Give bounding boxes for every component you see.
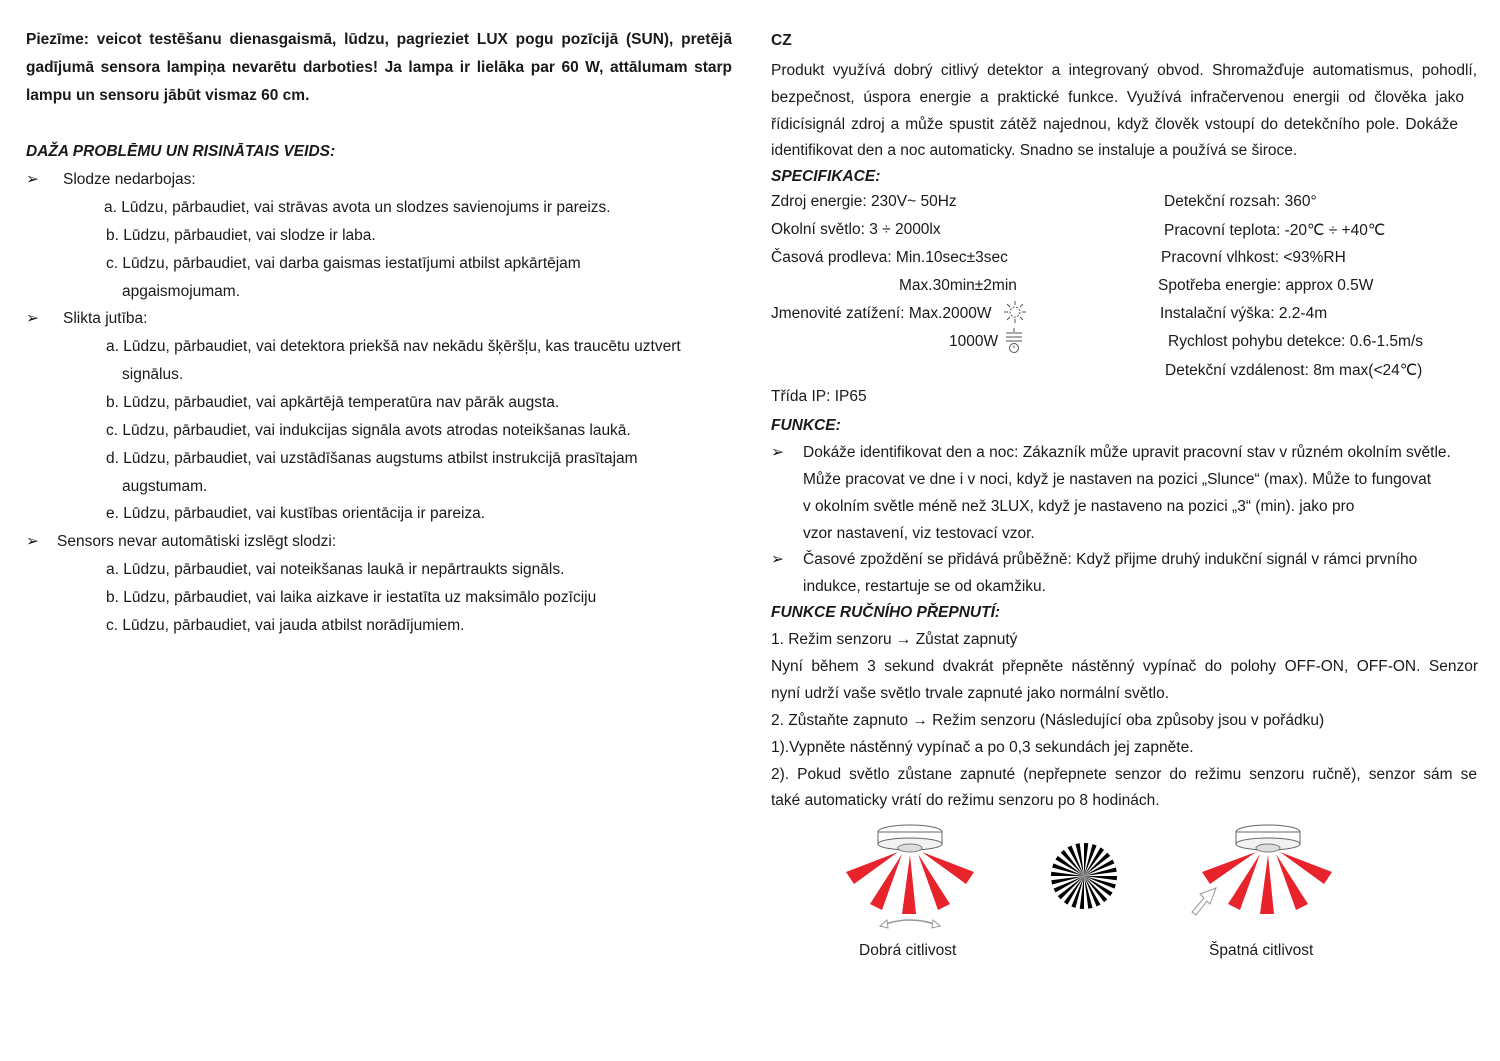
problem-3-item: c. Lūdzu, pārbaudiet, vai jauda atbilst norādījumiem. xyxy=(106,617,465,634)
manual-switch-heading: FUNKCE RUČNÍHO PŘEPNUTÍ: xyxy=(771,604,1001,621)
spec-working-temp: Pracovní teplota: -20℃ ÷ +40℃ xyxy=(1164,222,1386,239)
poor-sensitivity-illustration xyxy=(1190,822,1340,922)
note-line-3: lampu un sensoru jābūt vismaz 60 cm. xyxy=(26,87,310,104)
spec-motion-speed: Rychlost pohybu detekce: 0.6-1.5m/s xyxy=(1168,333,1424,350)
note-line-2: gadījumā sensora lampiņa nevarētu darboties! Ja lampa ir lielāka par 60 W, attālumam starp xyxy=(26,59,732,76)
detection-beams-icon xyxy=(1202,852,1332,914)
bullet-icon: ➢ xyxy=(26,171,39,188)
fluorescent-lamp-icon xyxy=(1003,327,1025,355)
manual-line: 2. Zůstaňte zapnuto → Režim senzoru (Následující oba způsoby jsou v pořádku) xyxy=(771,712,1325,729)
manual-line: 1. Režim senzoru → Zůstat zapnutý xyxy=(771,631,1018,648)
intro-line: Produkt využívá dobrý citlivý detektor a integrovaný obvod. Shromažďuje automatismus, pohodlí, xyxy=(771,62,1477,79)
caption-good-sensitivity: Dobrá citlivost xyxy=(859,942,957,959)
function-2-line: Časové zpoždění se přidává průběžně: Když přijme druhý indukční signál v rámci prvního xyxy=(803,551,1418,568)
manual-line: 2). Pokud světlo zůstane zapnuté (nepřepnete senzor do režimu senzoru ručně), senzor sám se xyxy=(771,766,1477,783)
manual-line: Nyní během 3 sekund dvakrát přepněte nástěnný vypínač do polohy OFF-ON, OFF-ON. Senzor xyxy=(771,658,1478,675)
radial-arrow-icon xyxy=(1192,888,1216,915)
spec-power-consumption: Spotřeba energie: approx 0.5W xyxy=(1158,277,1374,294)
spec-detection-range: Detekční rozsah: 360° xyxy=(1164,193,1317,210)
sensor-device-icon xyxy=(878,825,942,852)
good-sensitivity-illustration xyxy=(840,822,980,937)
caption-poor-sensitivity: Špatná citlivost xyxy=(1209,942,1314,959)
spec-heading: SPECIFIKACE: xyxy=(771,168,881,185)
troubleshoot-heading: DAŽA PROBLĒMU UN RISINĀTAIS VEIDS: xyxy=(26,143,336,160)
function-2-line: indukce, restartuje se od okamžiku. xyxy=(803,578,1046,595)
problem-2-item: b. Lūdzu, pārbaudiet, vai apkārtējā temperatūra nav pārāk augsta. xyxy=(106,394,560,411)
problem-2-item: a. Lūdzu, pārbaudiet, vai detektora priekšā nav nekādu šķēršļu, kas traucētu uztvert xyxy=(106,338,681,355)
problem-2-item: d. Lūdzu, pārbaudiet, vai uzstādīšanas augstums atbilst instrukcijā prasītajam xyxy=(106,450,638,467)
problem-2-item: augstumam. xyxy=(122,478,208,495)
manual-line: nyní udrží vaše světlo trvale zapnuté jako normální světlo. xyxy=(771,685,1170,702)
intro-line: bezpečnost, úspora energie a praktické funkce. Využívá infračervenou energii od člověka jako xyxy=(771,89,1464,106)
intro-line: řídicísignál zdroj a může spustit zátěž najednou, když člověk vstoupí do detekčního pole. Dokáže xyxy=(771,116,1458,133)
problem-2-title: Slikta jutība: xyxy=(63,310,148,327)
function-1-line: v okolním světle méně než 3LUX, když je nastaveno na pozici „3“ (min). jako pro xyxy=(803,498,1355,515)
problem-2-item: e. Lūdzu, pārbaudiet, vai kustības orientācija ir pareiza. xyxy=(106,505,486,522)
spec-detection-distance: Detekční vzdálenost: 8m max(<24℃) xyxy=(1165,362,1423,379)
detection-beams-icon xyxy=(846,852,974,914)
note-line-1: Piezīme: veicot testēšanu dienasgaismā, lūdzu, pagrieziet LUX pogu pozīcijā (SUN), pretējā xyxy=(26,31,732,48)
function-1-line: Může pracovat ve dne i v noci, když je nastaven na pozici „Slunce“ (max). Může to fungovat xyxy=(803,471,1432,488)
spec-ip-class: Třída IP: IP65 xyxy=(771,388,867,405)
spec-humidity: Pracovní vlhkost: <93%RH xyxy=(1161,249,1346,266)
spec-ambient-light: Okolní světlo: 3 ÷ 2000lx xyxy=(771,221,941,238)
starburst-icon xyxy=(1050,842,1118,910)
language-heading: CZ xyxy=(771,32,792,49)
problem-1-item: c. Lūdzu, pārbaudiet, vai darba gaismas iestatījumi atbilst apkārtējam xyxy=(106,255,581,272)
problem-2-item: signālus. xyxy=(122,366,184,383)
intro-line: identifikovat den a noc automaticky. Snadno se instaluje a používá se široce. xyxy=(771,142,1298,159)
spec-rated-load: Jmenovité zatížení: Max.2000W xyxy=(771,305,992,322)
sensor-device-icon xyxy=(1236,825,1300,852)
spec-rated-load-2: 1000W xyxy=(949,333,999,350)
problem-3-item: a. Lūdzu, pārbaudiet, vai noteikšanas laukā ir nepārtraukts signāls. xyxy=(106,561,565,578)
spec-install-height: Instalační výška: 2.2-4m xyxy=(1160,305,1328,322)
spec-power: Zdroj energie: 230V~ 50Hz xyxy=(771,193,957,210)
problem-1-item: a. Lūdzu, pārbaudiet, vai strāvas avota un slodzes savienojums ir pareizs. xyxy=(104,199,611,216)
bullet-icon: ➢ xyxy=(26,533,39,550)
problem-2-item: c. Lūdzu, pārbaudiet, vai indukcijas signāla avots atrodas noteikšanas laukā. xyxy=(106,422,631,439)
spec-time-delay-min: Časová prodleva: Min.10sec±3sec xyxy=(771,249,1008,266)
incandescent-bulb-icon xyxy=(1003,300,1027,324)
manual-line: 1).Vypněte nástěnný vypínač a po 0,3 sekundách jej zapněte. xyxy=(771,739,1194,756)
function-1-line: Dokáže identifikovat den a noc: Zákazník může upravit pracovní stav v různém okolním světle. xyxy=(803,444,1451,461)
problem-1-item: apgaismojumam. xyxy=(122,283,241,300)
funkce-heading: FUNKCE: xyxy=(771,417,841,434)
bullet-icon: ➢ xyxy=(26,310,39,327)
problem-1-item: b. Lūdzu, pārbaudiet, vai slodze ir laba. xyxy=(106,227,376,244)
spec-time-delay-max: Max.30min±2min xyxy=(899,277,1017,294)
problem-3-title: Sensors nevar automātiski izslēgt slodzi: xyxy=(57,533,337,550)
problem-1-title: Slodze nedarbojas: xyxy=(63,171,196,188)
function-1-line: vzor nastavení, viz testovací vzor. xyxy=(803,525,1035,542)
manual-line: také automaticky vrátí do režimu senzoru po 8 hodinách. xyxy=(771,792,1160,809)
double-arrow-icon xyxy=(880,920,940,926)
bullet-icon: ➢ xyxy=(771,444,784,461)
problem-3-item: b. Lūdzu, pārbaudiet, vai laika aizkave ir iestatīta uz maksimālo pozīciju xyxy=(106,589,597,606)
bullet-icon: ➢ xyxy=(771,551,784,568)
